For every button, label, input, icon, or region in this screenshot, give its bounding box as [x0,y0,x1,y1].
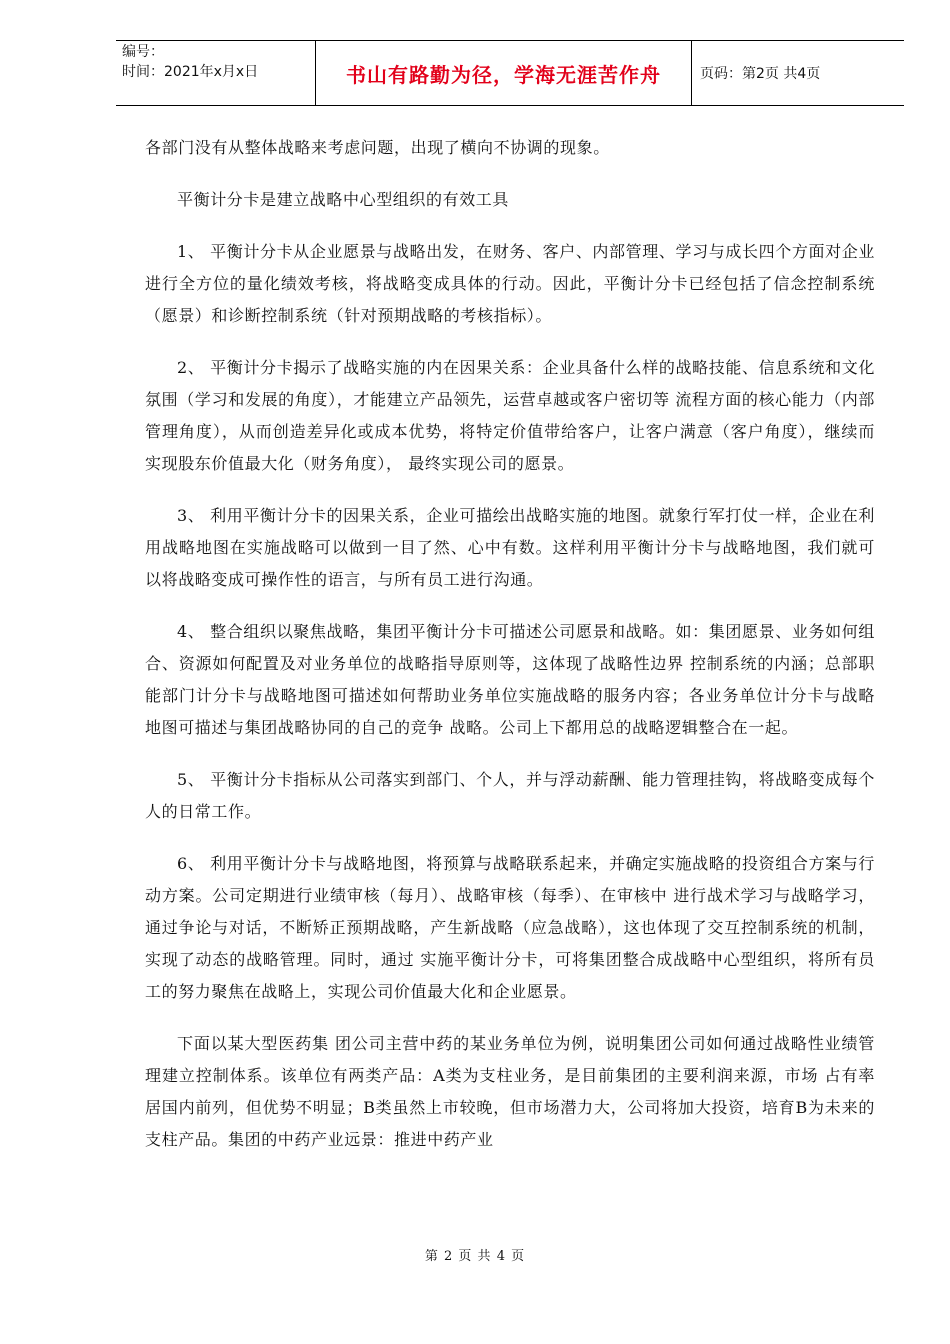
page-header [116,40,904,106]
header-motto-cell [316,41,692,105]
paragraph: 各部门没有从整体战略来考虑问题，出现了横向不协调的现象。 [145,138,610,157]
paragraph: 2、 平衡计分卡揭示了战略实施的内在因果关系：企业具备什么样的战略技能、信息系统和文化氛围（学习和发展的角度），才能建立产品领先，运营卓越或客户密切等 流程方面的核心能力（内部管理角度），从而创造差异化或成本优势，将特定价值带给客户，让客户满意（客户角度），继续而实现股东价值最大化（财务角度）， 最终实现公司的愿景。 [145,358,875,473]
header-page-cell [692,41,904,105]
paragraph: 下面以某大型医药集 团公司主营中药的某业务单位为例，说明集团公司如何通过战略性业绩管理建立控制体系。该单位有两类产品：A类为支柱业务，是目前集团的主要利润来源，市场 占有率居国内前列，但优势不明显；B类虽然上市较晚，但市场潜力大，公司将加大投资，培育B为未来的支柱产品。集团的中药产业远景：推进中药产业 [145,1034,875,1149]
page-footer: 第 2 页 共 4 页 [424,1249,526,1264]
document-date-label: 时间：2021年x月x日 [122,64,259,80]
section-heading: 平衡计分卡是建立战略中心型组织的有效工具 [177,190,510,209]
paragraph: 1、 平衡计分卡从企业愿景与战略出发，在财务、客户、内部管理、学习与成长四个方面对企业进行全方位的量化绩效考核，将战略变成具体的行动。因此，平衡计分卡已经包括了信念控制系统（愿景）和诊断控制系统（针对预期战略的考核指标）。 [145,242,875,325]
header-meta-cell [116,41,316,105]
paragraph: 4、 整合组织以聚焦战略，集团平衡计分卡可描述公司愿景和战略。如：集团愿景、业务如何组合、资源如何配置及对业务单位的战略指导原则等，这体现了战略性边界 控制系统的内涵；总部职能部门计分卡与战略地图可描述如何帮助业务单位实施战略的服务内容；各业务单位计分卡与战略地图可描述与集团战略协同的自己的竞争 战略。公司上下都用总的战略逻辑整合在一起。 [145,622,875,737]
document-number-label: 编号： [122,44,164,60]
header-page-info: 页码：第2页 共4页 [700,66,821,82]
document-body [145,132,875,1176]
paragraph: 5、 平衡计分卡指标从公司落实到部门、个人，并与浮动薪酬、能力管理挂钩，将战略变成每个人的日常工作。 [145,770,875,821]
paragraph: 3、 利用平衡计分卡的因果关系，企业可描绘出战略实施的地图。就象行军打仗一样，企业在利用战略地图在实施战略可以做到一目了然、心中有数。这样利用平衡计分卡与战略地图，我们就可以将战略变成可操作性的语言，与所有员工进行沟通。 [145,506,875,589]
header-motto: 书山有路勤为径，学海无涯苦作舟 [346,62,661,87]
paragraph: 6、 利用平衡计分卡与战略地图，将预算与战略联系起来，并确定实施战略的投资组合方案与行动方案。公司定期进行业绩审核（每月）、战略审核（每季）、在审核中 进行战术学习与战略学习，通过争论与对话，不断矫正预期战略，产生新战略（应急战略），这也体现了交互控制系统的机制，实现了动态的战略管理。同时，通过 实施平衡计分卡，可将集团整合成战略中心型组织，将所有员工的努力聚焦在战略上，实现公司价值最大化和企业愿景。 [145,854,875,1001]
